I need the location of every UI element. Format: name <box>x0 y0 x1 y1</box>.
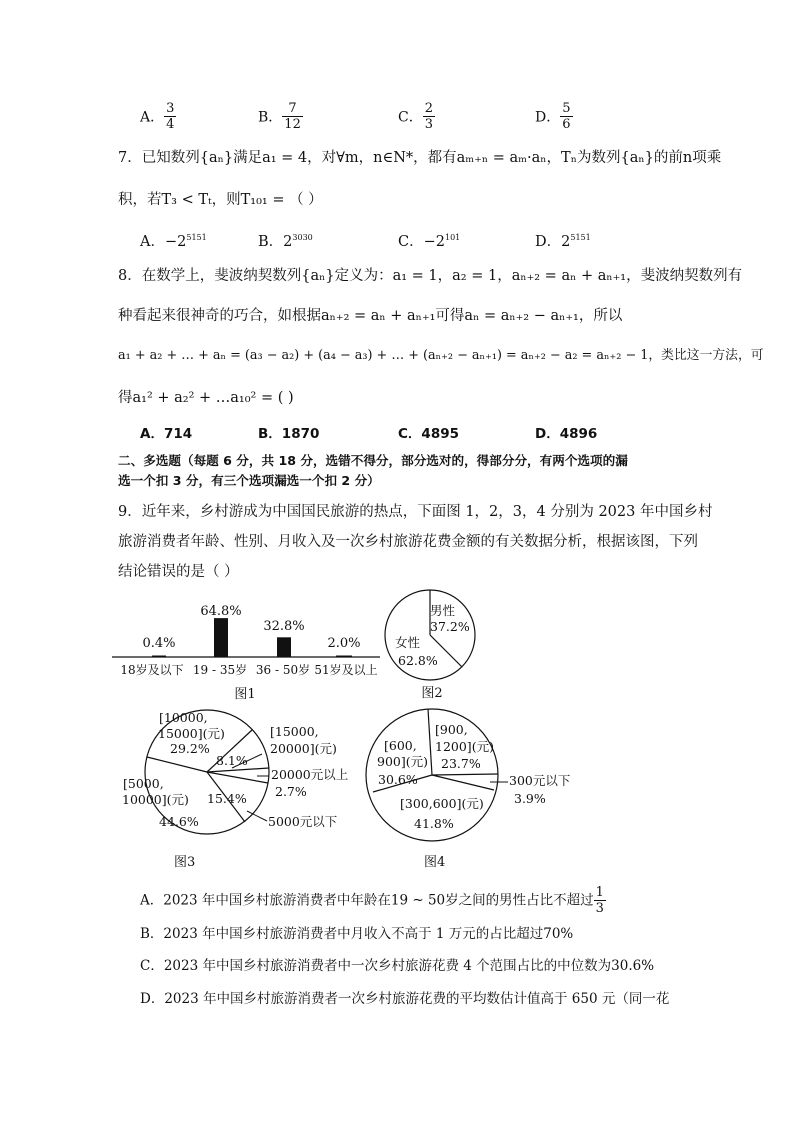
option-label: A． <box>140 109 165 126</box>
option-label: C． <box>398 109 423 126</box>
fraction <box>560 101 572 132</box>
fig1-caption: 图1 <box>234 687 256 702</box>
q9-option-c[interactable]: C．2023 年中国乡村旅游消费者中一次乡村旅游花费 4 个范围占比的中位数为30.6% <box>140 958 655 974</box>
fig2-caption: 图2 <box>421 686 443 701</box>
fig4-label: 1200](元) <box>435 739 494 754</box>
fig1-bar <box>214 618 228 657</box>
fig3-label: [15000, <box>270 724 319 739</box>
fraction <box>164 101 176 132</box>
fig4-label: 3.9% <box>514 791 546 806</box>
option-label: A． <box>140 426 164 442</box>
fig4-caption: 图4 <box>424 855 446 870</box>
q7-option-a[interactable] <box>140 228 207 252</box>
q6-option-d[interactable] <box>535 101 573 132</box>
fraction <box>423 101 435 132</box>
option-exp: 5151 <box>570 233 591 242</box>
q7-option-d[interactable] <box>535 228 591 252</box>
fraction-den: 4 <box>166 117 175 132</box>
option-label: B． <box>258 233 284 250</box>
fig3-label: 44.6% <box>159 814 199 829</box>
fig3-label: 2.7% <box>275 784 307 799</box>
q9-stem-line3: 结论错误的是（ ） <box>118 564 239 580</box>
fig4-label: 300元以下 <box>509 773 571 788</box>
fig3-label: 8.1% <box>216 753 248 768</box>
fig3-label: 20000元以上 <box>271 767 349 782</box>
q6-option-b[interactable] <box>258 101 303 132</box>
fraction-num: 5 <box>562 101 571 116</box>
q7-stem-line1: 7．已知数列{aₙ}满足a₁ = 4，对∀m，n∈N*，都有aₘ₊ₙ = aₘ·aₙ，Tₙ为数列{aₙ}的前n项乘 <box>118 150 722 166</box>
q8-option-a[interactable] <box>140 424 192 444</box>
fig1-category-label: 51岁及以上 <box>314 663 378 677</box>
fig3-label: 15.4% <box>207 791 247 806</box>
fig4-label: [300,600](元) <box>400 796 484 811</box>
option-value: 1870 <box>281 426 320 442</box>
fraction-den: 6 <box>562 117 571 132</box>
option-exp: 3030 <box>292 233 313 242</box>
option-label: C． <box>398 233 424 250</box>
fig1-value-label: 0.4% <box>142 636 176 651</box>
fig4-divider <box>428 709 432 775</box>
fraction-den: 3 <box>424 117 433 132</box>
option-value: 714 <box>163 426 193 442</box>
fraction-num: 1 <box>595 885 604 900</box>
fig2-male-pct: 37.2% <box>430 619 470 634</box>
q8-option-c[interactable] <box>398 424 459 444</box>
fig2-female-pct: 62.8% <box>398 653 438 668</box>
fraction <box>282 101 303 132</box>
fig1-value-label: 2.0% <box>327 636 361 651</box>
figure-4-pie-chart <box>362 690 587 872</box>
q9-stem-line1: 9．近年来，乡村游成为中国国民旅游的热点，下面图 1，2，3，4 分别为 2023 年中国乡村 <box>118 504 713 520</box>
option-label: A． <box>140 233 165 250</box>
figure-3-pie-chart <box>112 708 372 874</box>
option-text: A．2023 年中国乡村旅游消费者中年龄在19 ~ 50岁之间的男性占比不超过 <box>140 892 594 909</box>
fig1-bar <box>277 637 291 657</box>
fig2-female-label: 女性 <box>395 635 421 650</box>
q7-option-b[interactable] <box>258 228 313 252</box>
fig3-divider <box>207 772 268 783</box>
fraction-num: 3 <box>166 101 175 116</box>
q6-option-c[interactable] <box>398 101 435 132</box>
fig4-divider <box>432 775 494 790</box>
section-heading-line1: 二、多选题（每题 6 分，共 18 分，选错不得分，部分选对的，得部分分，有两个选项的漏 <box>118 453 628 468</box>
fig4-label: 23.7% <box>441 756 481 771</box>
fig1-bars <box>152 618 352 657</box>
option-label: B． <box>258 426 282 442</box>
fig4-label: [900, <box>435 722 468 737</box>
fig3-divider <box>147 757 207 772</box>
option-label: D． <box>535 426 560 442</box>
fig4-divider <box>432 774 498 775</box>
fraction-num: 7 <box>282 101 303 117</box>
q7-stem-line2: 积，若T₃ < Tₜ，则T₁₀₁ = （ ） <box>118 192 323 208</box>
fig2-male-label: 男性 <box>430 603 456 618</box>
fraction-den: 3 <box>595 901 604 916</box>
fig1-category-label: 18岁及以下 <box>120 663 184 677</box>
fig4-label: 41.8% <box>414 816 454 831</box>
option-label: B． <box>258 109 283 126</box>
q9-option-d[interactable]: D．2023 年中国乡村旅游消费者一次乡村旅游花费的平均数估计值高于 650 元（同一花 <box>140 991 670 1007</box>
figure-1-bar-chart <box>112 595 382 710</box>
option-label: D． <box>535 233 562 250</box>
fig3-label: 29.2% <box>170 741 210 756</box>
option-value: 4895 <box>421 426 459 442</box>
q7-option-c[interactable] <box>398 228 460 252</box>
fraction-den: 12 <box>284 117 301 132</box>
q8-stem-line1: 8．在数学上，斐波纳契数列{aₙ}定义为：a₁ = 1，a₂ = 1，aₙ₊₂ = aₙ + aₙ₊₁，斐波纳契数列有 <box>118 268 743 284</box>
option-value: −2 <box>423 233 445 250</box>
option-value: 4896 <box>559 426 598 442</box>
fig1-value-label: 32.8% <box>263 619 305 634</box>
fig1-category-label: 19 - 35岁 <box>192 663 248 677</box>
q8-stem-line3: a₁ + a₂ + … + aₙ = (a₃ − a₂) + (a₄ − a₃) + … + (aₙ₊₂ − aₙ₊₁) = aₙ₊₂ − a₂ = aₙ₊₂ − 1，类比这一方法，可 <box>118 348 764 363</box>
q9-option-a[interactable] <box>140 885 606 916</box>
q8-option-b[interactable] <box>258 424 319 444</box>
section-heading-line2: 选一个扣 3 分，有三个选项漏选一个扣 2 分） <box>118 473 380 488</box>
fig3-label: 20000](元) <box>270 741 337 756</box>
q6-option-a[interactable] <box>140 101 176 132</box>
option-value: 2 <box>561 233 571 250</box>
fig3-label: 15000](元) <box>158 726 225 741</box>
q8-stem-line2: 种看起来很神奇的巧合，如根据aₙ₊₂ = aₙ + aₙ₊₁可得aₙ = aₙ₊₂ − aₙ₊₁，所以 <box>118 308 623 324</box>
fig3-label: [5000, <box>123 776 164 791</box>
fig4-label: 900](元) <box>377 754 428 769</box>
q8-stem-line4: 得a₁² + a₂² + …a₁₀² = ( ) <box>118 390 294 406</box>
option-value: −2 <box>164 233 187 250</box>
option-exp: 5151 <box>186 233 207 242</box>
figure-2-pie-chart <box>378 585 488 707</box>
q9-option-b[interactable]: B．2023 年中国乡村旅游消费者中月收入不高于 1 万元的占比超过70% <box>140 926 574 942</box>
fig3-label: [10000, <box>159 710 208 725</box>
fig1-category-label: 36 - 50岁 <box>255 663 311 677</box>
fig4-label: [600, <box>384 738 417 753</box>
option-exp: 101 <box>444 233 461 242</box>
q8-option-d[interactable] <box>535 424 597 444</box>
option-value: 2 <box>283 233 293 250</box>
fig3-label: 10000](元) <box>122 792 189 807</box>
fig3-caption: 图3 <box>174 855 196 870</box>
fig4-label: 30.6% <box>378 772 418 787</box>
fraction-num: 2 <box>424 101 433 116</box>
q9-stem-line2: 旅游消费者年龄、性别、月收入及一次乡村旅游花费金额的有关数据分析，根据该图，下列 <box>118 534 698 550</box>
fig1-value-label: 64.8% <box>200 604 242 619</box>
option-label: C． <box>398 426 422 442</box>
option-label: D． <box>535 109 561 126</box>
fraction <box>594 885 606 916</box>
fig3-label: 5000元以下 <box>268 814 338 829</box>
fig3-divider <box>207 768 269 772</box>
